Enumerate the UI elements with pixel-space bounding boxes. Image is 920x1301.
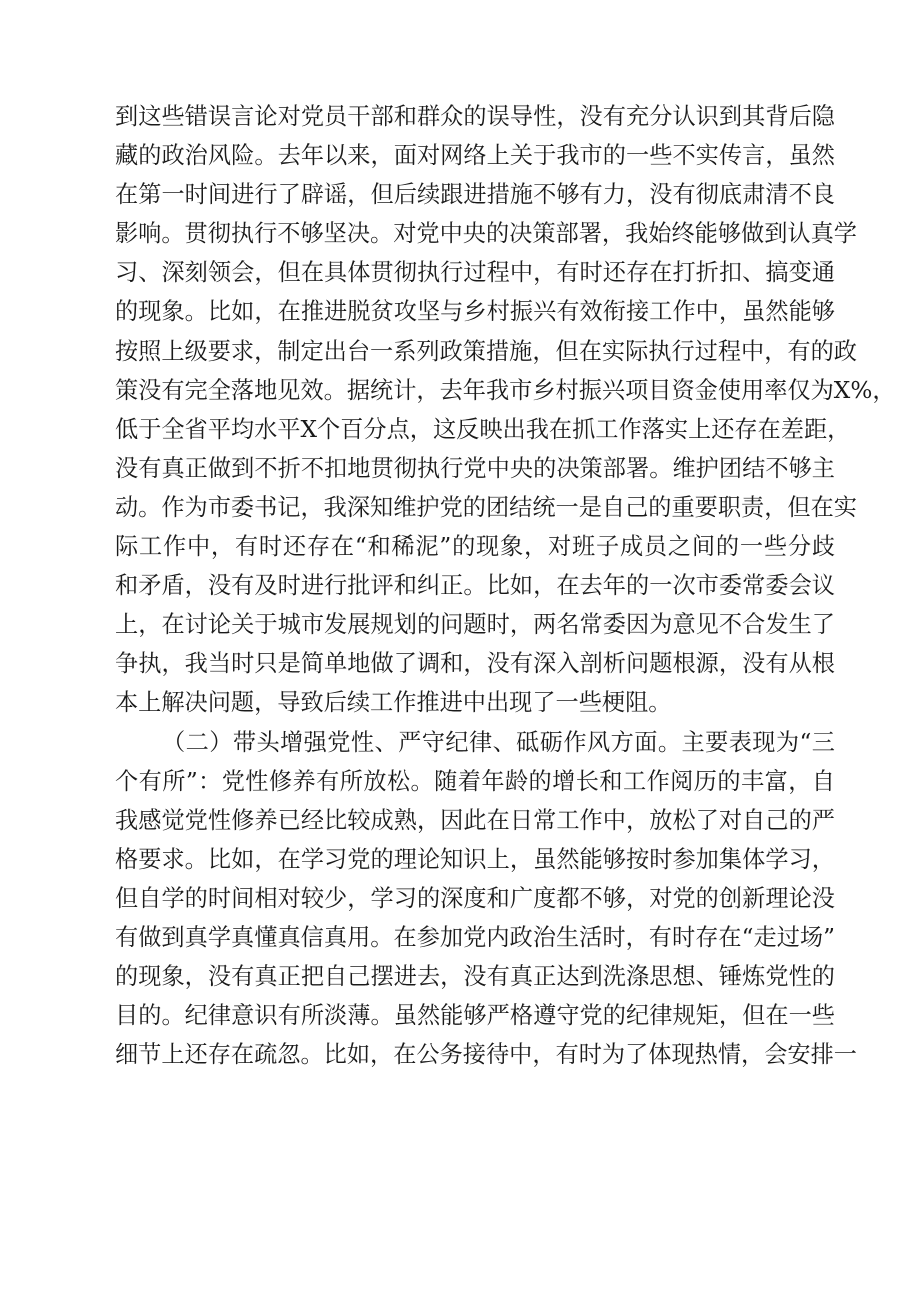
text-line: 格要求。比如，在学习党的理论知识上，虽然能够按时参加集体学习，	[115, 845, 835, 873]
text-line: 没有真正做到不折不扣地贯彻执行党中央的决策部署。维护团结不够主	[115, 454, 835, 482]
text-line: 目的。纪律意识有所淡薄。虽然能够严格遵守党的纪律规矩，但在一些	[115, 1002, 835, 1030]
section-heading-line: （二）带头增强党性、严守纪律、砥砺作风方面。主要表现为“三	[162, 728, 835, 756]
text-line: 的现象。比如，在推进脱贫攻坚与乡村振兴有效衔接工作中，虽然能够	[115, 298, 835, 326]
text-line: 策没有完全落地见效。据统计，去年我市乡村振兴项目资金使用率仅为X%，	[115, 376, 896, 404]
text-line: 有做到真学真懂真信真用。在参加党内政治生活时，有时存在“走过场”	[115, 923, 835, 951]
text-line: 习、深刻领会，但在具体贯彻执行过程中，有时还存在打折扣、搞变通	[115, 259, 835, 287]
text-line: 个有所”：党性修养有所放松。随着年龄的增长和工作阅历的丰富，自	[115, 767, 835, 795]
text-line: 在第一时间进行了辟谣，但后续跟进措施不够有力，没有彻底肃清不良	[115, 181, 835, 209]
text-line: 低于全省平均水平X个百分点，这反映出我在抓工作落实上还存在差距，	[115, 415, 851, 443]
body-text	[115, 97, 896, 1074]
text-line: 按照上级要求，制定出台一系列政策措施，但在实际执行过程中，有的政	[115, 337, 857, 365]
text-line: 的现象，没有真正把自己摆进去，没有真正达到洗涤思想、锤炼党性的	[115, 963, 835, 991]
text-line: 动。作为市委书记，我深知维护党的团结统一是自己的重要职责，但在实	[115, 493, 857, 521]
text-line: 细节上还存在疏忽。比如，在公务接待中，有时为了体现热情，会安排一	[115, 1041, 857, 1069]
text-line: 和矛盾，没有及时进行批评和纠正。比如，在去年的一次市委常委会议	[115, 572, 835, 600]
text-line: 到这些错误言论对党员干部和群众的误导性，没有充分认识到其背后隐	[115, 103, 835, 130]
text-line: 藏的政治风险。去年以来，面对网络上关于我市的一些不实传言，虽然	[115, 142, 835, 170]
paragraph-end-line: 本上解决问题，导致后续工作推进中出现了一些梗阻。	[115, 689, 672, 717]
text-line: 际工作中，有时还存在“和稀泥”的现象，对班子成员之间的一些分歧	[115, 533, 835, 561]
text-line: 争执，我当时只是简单地做了调和，没有深入剖析问题根源，没有从根	[115, 650, 835, 678]
text-line: 上，在讨论关于城市发展规划的问题时，两名常委因为意见不合发生了	[115, 611, 835, 639]
text-line: 影响。贯彻执行不够坚决。对党中央的决策部署，我始终能够做到认真学	[115, 220, 857, 248]
text-line: 但自学的时间相对较少，学习的深度和广度都不够，对党的创新理论没	[115, 884, 835, 912]
text-line: 我感觉党性修养已经比较成熟，因此在日常工作中，放松了对自己的严	[115, 806, 835, 834]
